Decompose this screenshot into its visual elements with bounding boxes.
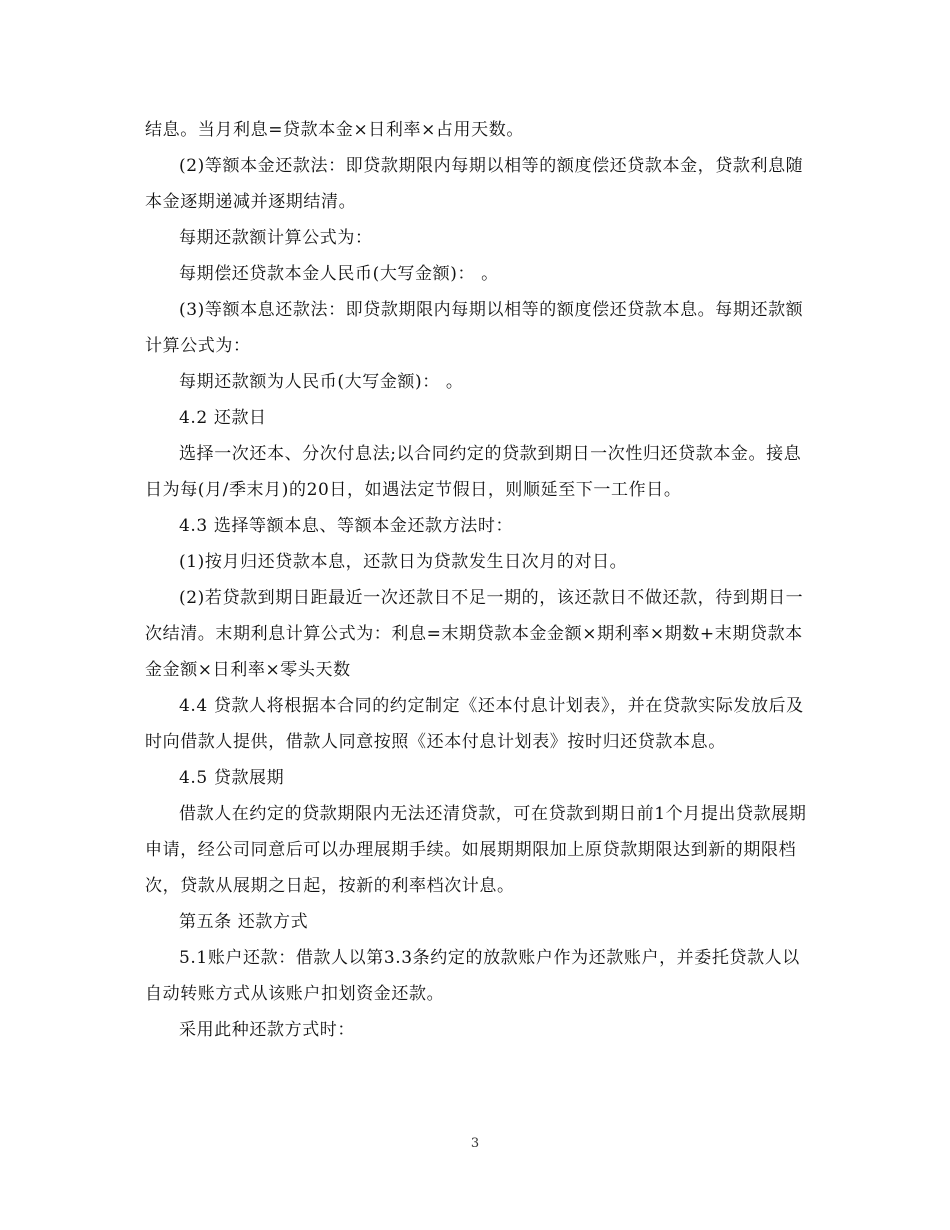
paragraph: 采用此种还款方式时：: [179, 1020, 355, 1040]
paragraph: 5.1账户还款：借款人以第3.3条约定的放款账户作为还款账户，并委托贷款人以自动转账方式从该账户扣划资金还款。: [145, 948, 800, 1004]
paragraph: 每期还款额为人民币(大写金额)： 。: [179, 372, 464, 392]
paragraph: (3)等额本息还款法：即贷款期限内每期以相等的额度偿还贷款本息。每期还款额计算公式为：: [145, 300, 804, 356]
page-number: 3: [470, 1136, 480, 1151]
paragraph: 第五条 还款方式: [179, 912, 309, 932]
paragraph: 每期还款额计算公式为：: [179, 228, 373, 248]
paragraph: 4.2 还款日: [179, 408, 267, 428]
document-body: [145, 112, 810, 1048]
paragraph: 借款人在约定的贷款期限内无法还清贷款，可在贷款到期日前1个月提出贷款展期申请，经公司同意后可以办理展期手续。如展期期限加上原贷款期限达到新的期限档次，贷款从展期之日起，按新的利率档次计息。: [145, 804, 807, 896]
paragraph: (2)若贷款到期日距最近一次还款日不足一期的，该还款日不做还款，待到期日一次结清。末期利息计算公式为：利息=末期贷款本金金额×期利率×期数+末期贷款本金金额×日利率×零头天数: [145, 588, 804, 680]
paragraph: 结息。当月利息=贷款本金×日利率×占用天数。: [145, 120, 524, 140]
paragraph: 4.4 贷款人将根据本合同的约定制定《还本付息计划表》，并在贷款实际发放后及时向借款人提供，借款人同意按照《还本付息计划表》按时归还贷款本息。: [145, 696, 804, 752]
paragraph: 选择一次还本、分次付息法;以合同约定的贷款到期日一次性归还贷款本金。接息日为每(月/季末月)的20日，如遇法定节假日，则顺延至下一工作日。: [145, 444, 802, 500]
paragraph: 4.3 选择等额本息、等额本金还款方法时：: [179, 516, 514, 536]
paragraph: 每期偿还贷款本金人民币(大写金额)： 。: [179, 264, 499, 284]
paragraph: (1)按月归还贷款本息，还款日为贷款发生日次月的对日。: [179, 552, 628, 572]
paragraph: (2)等额本金还款法：即贷款期限内每期以相等的额度偿还贷款本金，贷款利息随本金逐期递减并逐期结清。: [145, 156, 804, 212]
paragraph: 4.5 贷款展期: [179, 768, 285, 788]
